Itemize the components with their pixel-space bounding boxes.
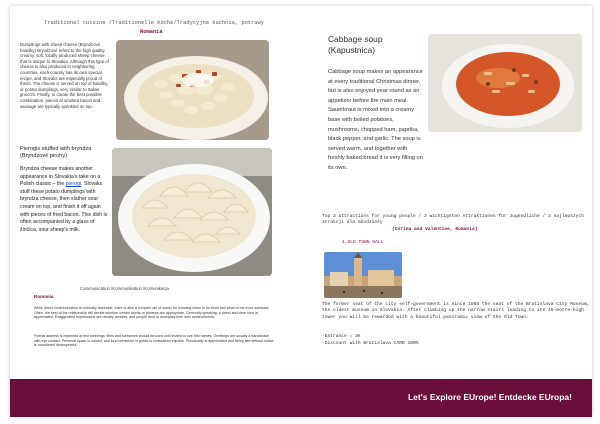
communication-header: Communication /Kommunikation /Komunikacja [80,286,169,291]
attraction-name: 1.OLD TOWN HALL [342,240,384,245]
discount-info: -Discount with Bratislava CARD 100% [322,341,419,346]
communication-country: Romania [34,294,54,299]
cabbage-soup-photo [428,34,582,132]
communication-paragraph-2: Formal address is expected at first meetings; titles and surnames should be used until invited to use first names. Greetings are usually a handshake with eye contact. Personal space is valued, and loud behaviour in public is considered impolite. Punctuality is appreciated and being late without notice is considered disrespectful. [34,334,274,348]
dumplings-photo [116,40,269,140]
pierogi-text [20,166,108,234]
footer-bar [10,379,592,417]
soup-text: Cabbage soup makes an appearance at every traditional Christmas dinner, but is also enjoyed year round as an appetizer before the main meal. Sauerkraut is mixed into a creamy base with boiled potatoes, mushrooms, chopped ham, paprika, black pepper, and garlic. The soup is served warm, and together with freshly baked bread it is very filling on its own. [328,69,423,171]
dumplings-text: Dumplings with sheep cheese (Bryndzové halušky) Bryndzové refers to the high quality, creamy, soft, locally produced sheep cheese that is unique to Slovakia. Although this type of cheese is also produced in neighboring countries, each country has its own special recipe, and Slovaks are especially proud of theirs. The cheese is served on top of halušky, or potato dumplings, very similar to Italian gnocchi. Finally, to create the best possible combination, pieces of smoked bacon and sausage are typically sprinkled on top. [20,42,109,109]
pierogi-photo [112,148,272,276]
soup-title: Cabbage soup (Kapustnica) [328,34,383,55]
cuisine-header: Traditional cuisine /Traditionelle Küche/Tradycyjna kuchnia, potrawy [44,20,264,26]
attractions-country: (Corina and Valentine, Romania) [392,227,478,232]
pierogi-link[interactable]: pierogi [65,181,82,188]
attractions-header: Top 3 attractions for young people / 3 wichtigsten Attraktionen für Jugendliche / 3 najlepszych atrakcji dla młodzieży [322,214,584,226]
footer-slogan: Let's Explore EUrope! Entdecke EUropa! [407,392,572,402]
pierogi-title: Pierogis stuffed with bryndza (Bryndzové pirohy) [20,146,92,160]
communication-paragraph-1: While direct communication is culturally favorable, there is also a complex set of norms for knowing when to be blunt and when to be more subdued. Often, the best of the relationship will decide whether certain words or phrases are appropriate. Generally speaking, a direct and clear tone is appreciated. Exaggerated expressions are usually avoided, and people tend to downplay their own achievements. [34,306,270,320]
old-town-hall-photo [324,252,402,298]
pierogi-text-part-2: . Slovaks stuff these potato dumplings with bryndza cheese, then slather sour cream on top, and finish it off again with pieces of fried bacon. This dish is often accompanied by a glass of žinčica, sour sheep's milk. [20,181,108,233]
entrance-price: -Entrance = 3€ [322,334,361,339]
pierogi-text-part-1: Bryndza cheese makes another appearance in Slovakia's take on a Polish classic – the [20,166,101,188]
attraction-text: The former seat of the city self-government is since 1868 the seat of the Bratislava City Museum, the oldest museum in Slovakia. After climbing up the narrow stairs leading to its 45-metre-high tower you will be rewarded with a beautiful panoramic view of the Old Town. [322,302,590,320]
cuisine-country: Romania [140,29,163,35]
